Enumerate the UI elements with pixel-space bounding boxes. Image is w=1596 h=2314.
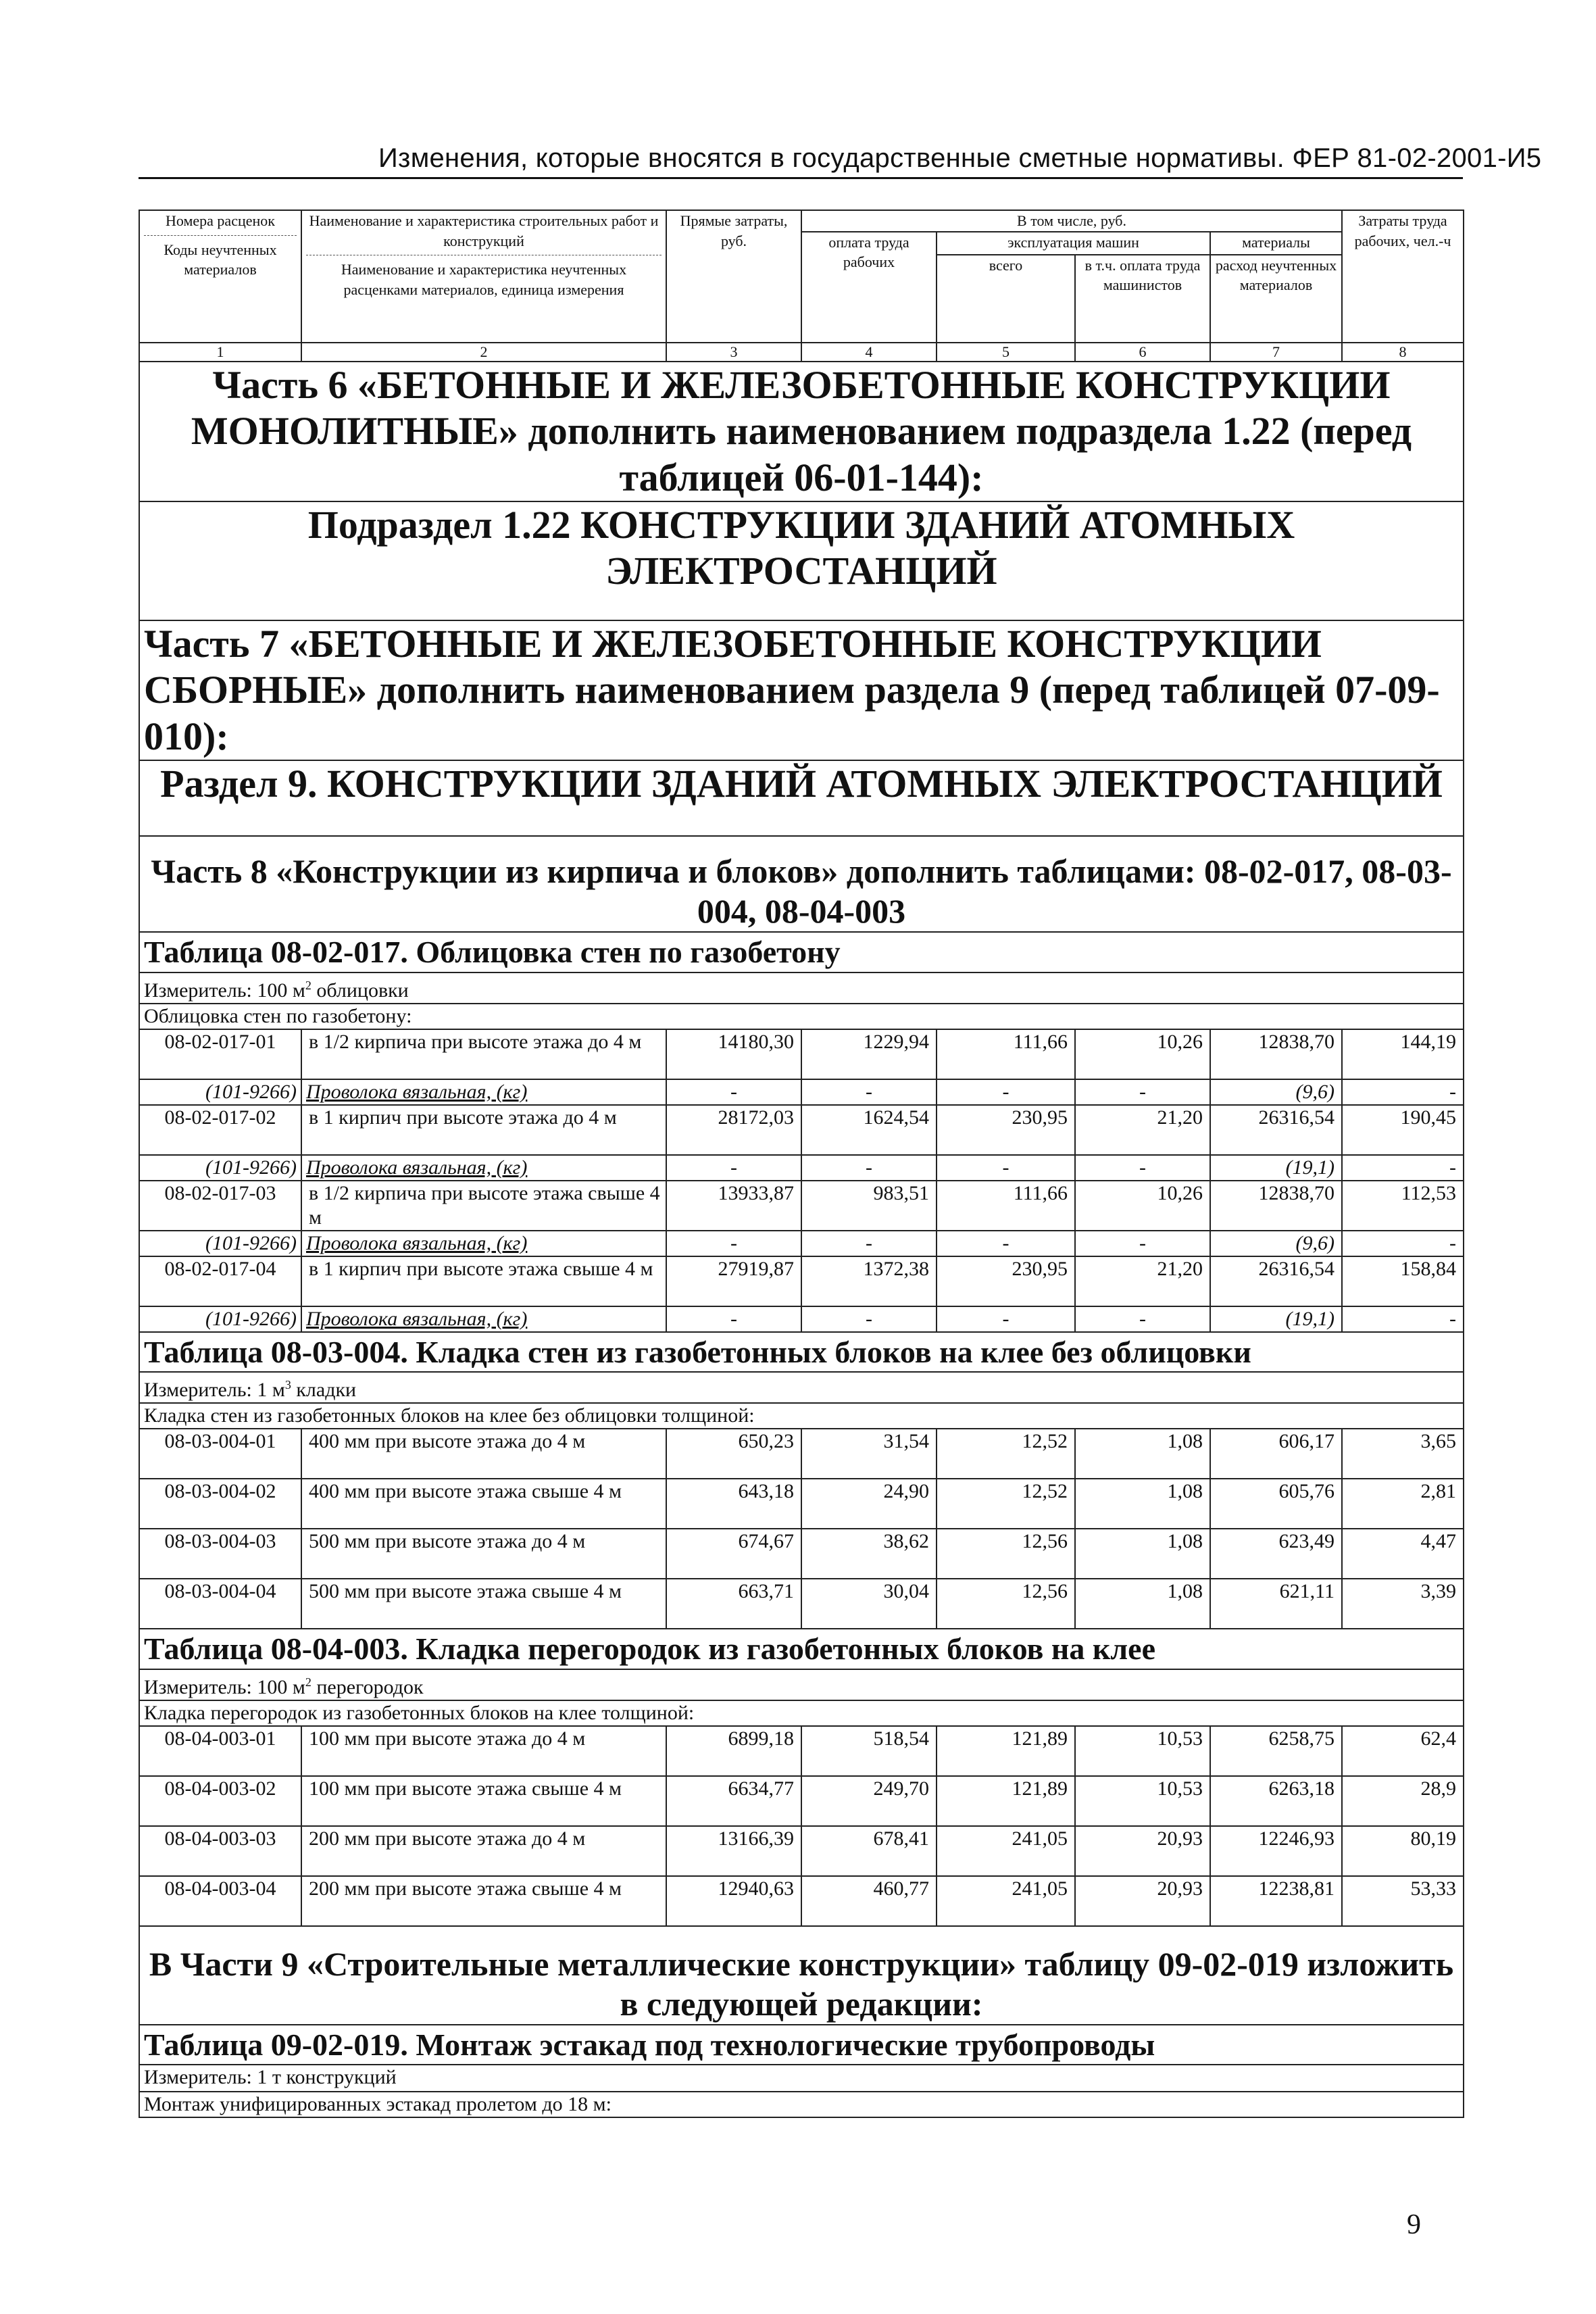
material-value: - [1342, 1306, 1464, 1332]
machines-labor: 21,20 [1075, 1105, 1210, 1155]
header-materials: материалы [1210, 232, 1342, 255]
machines-total: 12,52 [937, 1479, 1075, 1529]
direct-cost: 663,71 [666, 1579, 801, 1629]
material-value: - [666, 1231, 801, 1256]
rate-code: 08-02-017-03 [139, 1181, 301, 1231]
col-number: 1 [139, 343, 301, 362]
machines-labor: 1,08 [1075, 1479, 1210, 1529]
material-value: - [666, 1155, 801, 1181]
materials: 12838,70 [1210, 1029, 1342, 1079]
labor-hours: 3,65 [1342, 1429, 1464, 1479]
labor-pay: 983,51 [801, 1181, 937, 1231]
meter: Измеритель: 100 $м^2$ перегородок [139, 1669, 1464, 1700]
materials: 623,49 [1210, 1529, 1342, 1579]
labor-pay: 38,62 [801, 1529, 937, 1579]
meter: Измеритель: 1 $м^3$ кладки [139, 1372, 1464, 1403]
material-consumption: (19,1) [1210, 1306, 1342, 1332]
header-machines: эксплуатация машин [937, 232, 1210, 255]
material-value: - [666, 1079, 801, 1105]
direct-cost: 27919,87 [666, 1256, 801, 1306]
material-name: Проволока вязальная, (кг) [301, 1306, 666, 1332]
section-part7: Часть 7 «БЕТОННЫЕ И ЖЕЛЕЗОБЕТОННЫЕ КОНСТРУКЦИИ СБОРНЫЕ» дополнить наименованием раздела 9 (перед таблицей 07-09-010): [139, 620, 1464, 760]
labor-hours: 158,84 [1342, 1256, 1464, 1306]
material-value: - [1075, 1231, 1210, 1256]
rate-name: 400 мм при высоте этажа до 4 м [301, 1429, 666, 1479]
group-heading: Кладка перегородок из газобетонных блоков на клее толщиной: [139, 1700, 1464, 1726]
material-value: - [937, 1306, 1075, 1332]
table-08-04-003-title: Таблица 08-04-003. Кладка перегородок из газобетонных блоков на клее [139, 1629, 1464, 1669]
section-part6: Часть 6 «БЕТОННЫЕ И ЖЕЛЕЗОБЕТОННЫЕ КОНСТРУКЦИИ МОНОЛИТНЫЕ» дополнить наименованием подраздела 1.22 (перед таблицей 06-01-144): [139, 362, 1464, 501]
col-number: 5 [937, 343, 1075, 362]
machines-labor: 21,20 [1075, 1256, 1210, 1306]
meter: Измеритель: 100 $м^2$ облицовки [139, 973, 1464, 1004]
materials: 605,76 [1210, 1479, 1342, 1529]
material-code: (101-9266) [139, 1079, 301, 1105]
rate-code: 08-03-004-01 [139, 1429, 301, 1479]
labor-hours: 80,19 [1342, 1826, 1464, 1876]
subsection-1-22: Подраздел 1.22 КОНСТРУКЦИИ ЗДАНИЙ АТОМНЫХ ЭЛЕКТРОСТАНЦИЙ [139, 501, 1464, 620]
rate-code: 08-03-004-02 [139, 1479, 301, 1529]
labor-hours: 144,19 [1342, 1029, 1464, 1079]
col-number: 6 [1075, 343, 1210, 362]
labor-pay: 30,04 [801, 1579, 937, 1629]
material-name: Проволока вязальная, (кг) [301, 1155, 666, 1181]
page-header: Изменения, которые вносятся в государственные сметные нормативы. ФЕР 81-02-2001-И5 [378, 143, 1542, 173]
material-consumption: (9,6) [1210, 1231, 1342, 1256]
materials: 6258,75 [1210, 1726, 1342, 1776]
rate-code: 08-04-003-04 [139, 1876, 301, 1926]
rate-code: 08-04-003-02 [139, 1776, 301, 1826]
rate-code: 08-03-004-04 [139, 1579, 301, 1629]
machines-total: 241,05 [937, 1826, 1075, 1876]
header-direct-costs: Прямые затраты, руб. [666, 210, 801, 343]
header-names [301, 210, 666, 343]
machines-labor: 1,08 [1075, 1579, 1210, 1629]
labor-pay: 31,54 [801, 1429, 937, 1479]
direct-cost: 28172,03 [666, 1105, 801, 1155]
direct-cost: 6899,18 [666, 1726, 801, 1776]
table-08-02-017-title: Таблица 08-02-017. Облицовка стен по газобетону [139, 932, 1464, 973]
machines-labor: 10,53 [1075, 1776, 1210, 1826]
table-09-02-019-title: Таблица 09-02-019. Монтаж эстакад под технологические трубопроводы [139, 2025, 1464, 2065]
material-value: - [1075, 1079, 1210, 1105]
labor-pay: 1372,38 [801, 1256, 937, 1306]
material-value: - [1075, 1155, 1210, 1181]
machines-total: 121,89 [937, 1726, 1075, 1776]
rate-name: 500 мм при высоте этажа до 4 м [301, 1529, 666, 1579]
col-number: 8 [1342, 343, 1464, 362]
col-number: 2 [301, 343, 666, 362]
machines-total: 111,66 [937, 1181, 1075, 1231]
header-machines-labor: в т.ч. оплата труда машинистов [1075, 255, 1210, 343]
materials: 12246,93 [1210, 1826, 1342, 1876]
rate-name: 200 мм при высоте этажа свыше 4 м [301, 1876, 666, 1926]
section-part9: В Части 9 «Строительные металлические конструкции» таблицу 09-02-019 изложить в следующей редакции: [139, 1926, 1464, 2025]
material-value: - [801, 1155, 937, 1181]
section-9-title: Раздел 9. КОНСТРУКЦИИ ЗДАНИЙ АТОМНЫХ ЭЛЕКТРОСТАНЦИЙ [139, 760, 1464, 836]
header-material-names: Наименование и характеристика неучтенных расценками материалов, единица измерения [306, 255, 662, 299]
material-name: Проволока вязальная, (кг) [301, 1231, 666, 1256]
machines-total: 230,95 [937, 1256, 1075, 1306]
rate-name: 500 мм при высоте этажа свыше 4 м [301, 1579, 666, 1629]
rate-name: 400 мм при высоте этажа свыше 4 м [301, 1479, 666, 1529]
rate-name: в 1/2 кирпича при высоте этажа до 4 м [301, 1029, 666, 1079]
material-value: - [666, 1306, 801, 1332]
section-part8: Часть 8 «Конструкции из кирпича и блоков» дополнить таблицами: 08-02-017, 08-03-004, 08-04-003 [139, 836, 1464, 932]
machines-total: 12,56 [937, 1529, 1075, 1579]
header-work-names: Наименование и характеристика строительных работ и конструкций [309, 212, 659, 249]
materials: 12838,70 [1210, 1181, 1342, 1231]
direct-cost: 13166,39 [666, 1826, 801, 1876]
labor-hours: 2,81 [1342, 1479, 1464, 1529]
header-including: В том числе, руб. [801, 210, 1342, 232]
header-labor-hours: Затраты труда рабочих, чел.-ч [1342, 210, 1464, 343]
material-value: - [937, 1155, 1075, 1181]
material-value: - [801, 1306, 937, 1332]
material-consumption: (9,6) [1210, 1079, 1342, 1105]
direct-cost: 650,23 [666, 1429, 801, 1479]
page-number: 9 [1407, 2209, 1421, 2240]
machines-labor: 20,93 [1075, 1826, 1210, 1876]
material-code: (101-9266) [139, 1155, 301, 1181]
table-08-03-004-title: Таблица 08-03-004. Кладка стен из газобетонных блоков на клее без облицовки [139, 1332, 1464, 1373]
labor-pay: 460,77 [801, 1876, 937, 1926]
direct-cost: 643,18 [666, 1479, 801, 1529]
header-rule [139, 177, 1463, 179]
header-materials-extra: расход неучтенных материалов [1210, 255, 1342, 343]
header-labor-pay: оплата труда рабочих [801, 232, 937, 343]
material-value: - [1342, 1231, 1464, 1256]
machines-labor: 1,08 [1075, 1429, 1210, 1479]
direct-cost: 6634,77 [666, 1776, 801, 1826]
material-consumption: (19,1) [1210, 1155, 1342, 1181]
material-code: (101-9266) [139, 1231, 301, 1256]
material-value: - [1342, 1155, 1464, 1181]
labor-pay: 518,54 [801, 1726, 937, 1776]
direct-cost: 14180,30 [666, 1029, 801, 1079]
machines-total: 12,56 [937, 1579, 1075, 1629]
header-machines-total: всего [937, 255, 1075, 343]
machines-total: 230,95 [937, 1105, 1075, 1155]
machines-labor: 10,53 [1075, 1726, 1210, 1776]
labor-hours: 3,39 [1342, 1579, 1464, 1629]
rate-code: 08-04-003-03 [139, 1826, 301, 1876]
machines-total: 241,05 [937, 1876, 1075, 1926]
col-number: 7 [1210, 343, 1342, 362]
rate-name: в 1 кирпич при высоте этажа до 4 м [301, 1105, 666, 1155]
labor-hours: 28,9 [1342, 1776, 1464, 1826]
col-number: 3 [666, 343, 801, 362]
rate-code: 08-02-017-04 [139, 1256, 301, 1306]
materials: 6263,18 [1210, 1776, 1342, 1826]
machines-labor: 10,26 [1075, 1181, 1210, 1231]
direct-cost: 13933,87 [666, 1181, 801, 1231]
rate-name: в 1 кирпич при высоте этажа свыше 4 м [301, 1256, 666, 1306]
machines-total: 121,89 [937, 1776, 1075, 1826]
labor-hours: 62,4 [1342, 1726, 1464, 1776]
material-value: - [801, 1231, 937, 1256]
machines-total: 12,52 [937, 1429, 1075, 1479]
rate-name: 200 мм при высоте этажа до 4 м [301, 1826, 666, 1876]
labor-pay: 678,41 [801, 1826, 937, 1876]
material-value: - [801, 1079, 937, 1105]
material-value: - [1075, 1306, 1210, 1332]
group-heading: Облицовка стен по газобетону: [139, 1004, 1464, 1029]
material-code: (101-9266) [139, 1306, 301, 1332]
rate-name: в 1/2 кирпича при высоте этажа свыше 4 м [301, 1181, 666, 1231]
materials: 621,11 [1210, 1579, 1342, 1629]
meter: Измеритель: 1 т конструкций [139, 2065, 1464, 2092]
material-value: - [1342, 1079, 1464, 1105]
rate-name: 100 мм при высоте этажа свыше 4 м [301, 1776, 666, 1826]
materials: 12238,81 [1210, 1876, 1342, 1926]
material-value: - [937, 1231, 1075, 1256]
norms-table [139, 210, 1464, 2118]
rate-code: 08-04-003-01 [139, 1726, 301, 1776]
material-value: - [937, 1079, 1075, 1105]
labor-pay: 24,90 [801, 1479, 937, 1529]
labor-pay: 249,70 [801, 1776, 937, 1826]
rate-name: 100 мм при высоте этажа до 4 м [301, 1726, 666, 1776]
machines-labor: 10,26 [1075, 1029, 1210, 1079]
machines-labor: 1,08 [1075, 1529, 1210, 1579]
labor-pay: 1624,54 [801, 1105, 937, 1155]
labor-hours: 112,53 [1342, 1181, 1464, 1231]
labor-pay: 1229,94 [801, 1029, 937, 1079]
header-rate-numbers: Номера расценок [166, 212, 275, 229]
col-number: 4 [801, 343, 937, 362]
materials: 606,17 [1210, 1429, 1342, 1479]
direct-cost: 674,67 [666, 1529, 801, 1579]
material-name: Проволока вязальная, (кг) [301, 1079, 666, 1105]
labor-hours: 4,47 [1342, 1529, 1464, 1579]
labor-hours: 190,45 [1342, 1105, 1464, 1155]
rate-code: 08-03-004-03 [139, 1529, 301, 1579]
group-heading: Кладка стен из газобетонных блоков на клее без облицовки толщиной: [139, 1403, 1464, 1429]
rate-code: 08-02-017-02 [139, 1105, 301, 1155]
direct-cost: 12940,63 [666, 1876, 801, 1926]
group-heading: Монтаж унифицированных эстакад пролетом до 18 м: [139, 2092, 1464, 2117]
materials: 26316,54 [1210, 1105, 1342, 1155]
materials: 26316,54 [1210, 1256, 1342, 1306]
labor-hours: 53,33 [1342, 1876, 1464, 1926]
machines-total: 111,66 [937, 1029, 1075, 1079]
header-material-codes: Коды неучтенных материалов [144, 235, 297, 280]
rate-code: 08-02-017-01 [139, 1029, 301, 1079]
machines-labor: 20,93 [1075, 1876, 1210, 1926]
header-codes [139, 210, 301, 343]
